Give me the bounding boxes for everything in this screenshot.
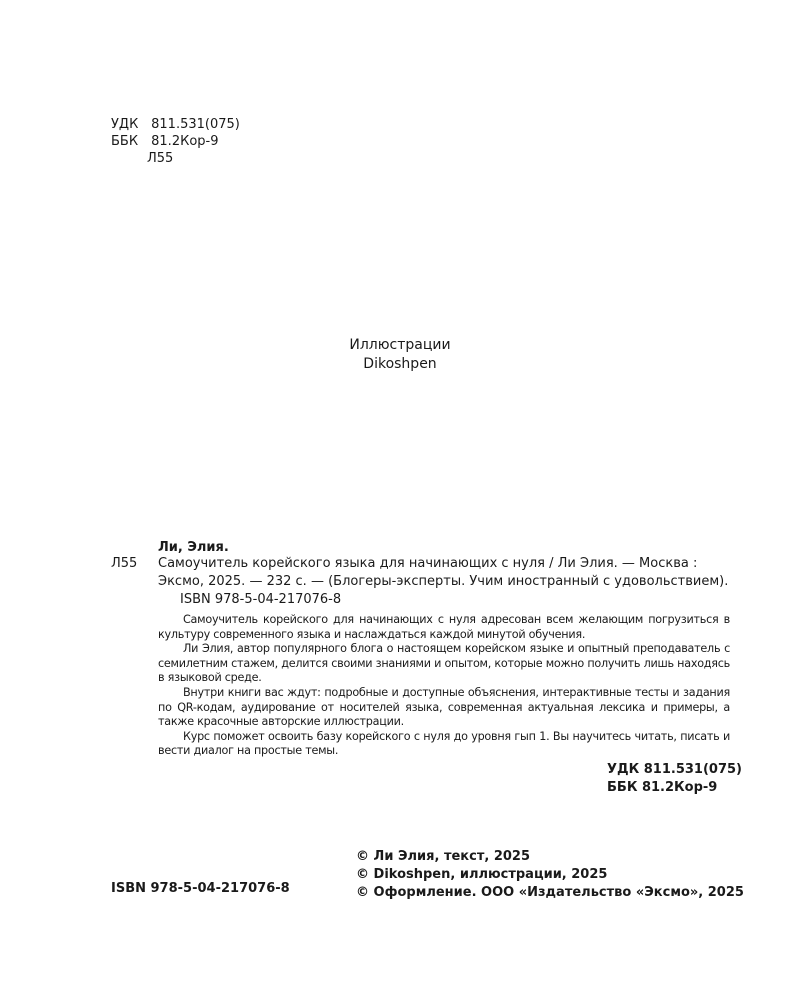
- annotation-paragraph: Самоучитель корейского для начинающих с нуля адресован всем желающим погрузиться в культуру современного языка и наслаждаться каждой минутой обучения.: [158, 613, 730, 641]
- udk-label: УДК: [111, 117, 139, 132]
- bbk-value: 81.2Кор-9: [151, 134, 219, 149]
- udk-top-line: [111, 116, 240, 133]
- annotation: [158, 613, 730, 759]
- bibliographic-description: Самоучитель корейского языка для начинающих с нуля / Ли Элия. — Москва : Эксмо, 2025. — 232 с. — (Блогеры-эксперты. Учим иностранный с удовольствием).: [158, 556, 729, 589]
- isbn-entry: ISBN 978-5-04-217076-8: [180, 592, 342, 607]
- udk-bold: УДК 811.531(075): [607, 762, 742, 777]
- author-heading: Ли, Элия.: [158, 540, 229, 555]
- author-sign-index: Л55: [111, 556, 138, 571]
- copyright-design: © Оформление. ООО «Издательство «Эксмо», 2025: [356, 885, 744, 900]
- copyright-text: © Ли Элия, текст, 2025: [356, 849, 531, 864]
- illustrations-artist: Dikoshpen: [363, 356, 437, 372]
- annotation-paragraph: Курс поможет освоить базу корейского с нуля до уровня гып 1. Вы научитесь читать, писать и вести диалог на простые темы.: [158, 729, 730, 758]
- bbk-label: ББК: [111, 134, 139, 149]
- isbn-bottom: ISBN 978-5-04-217076-8: [111, 881, 290, 896]
- author-sign-top: Л55: [147, 151, 174, 166]
- annotation-paragraph: Ли Элия, автор популярного блога о настоящем корейском языке и опытный преподаватель с семилетним стажем, делится своими знаниями и опытом, которые можно получить лишь находясь в языковой среде.: [158, 642, 730, 685]
- udk-value: 811.531(075): [151, 117, 240, 132]
- annotation-paragraph: Внутри книги вас ждут: подробные и доступные объяснения, интерактивные тесты и задания по QR-кодам, аудирование от носителей языка, современная актуальная лексика и примеры, а также красочные авторские иллюстрации.: [158, 685, 730, 729]
- copyright-illustrations: © Dikoshpen, иллюстрации, 2025: [356, 867, 608, 882]
- copyright-block: [356, 848, 744, 902]
- bbk-bold: ББК 81.2Кор-9: [607, 780, 718, 795]
- illustrations-credit: [0, 336, 800, 374]
- bbk-top-line: [111, 133, 218, 150]
- illustrations-label: Иллюстрации: [349, 337, 451, 353]
- classification-codes-right: [607, 761, 742, 797]
